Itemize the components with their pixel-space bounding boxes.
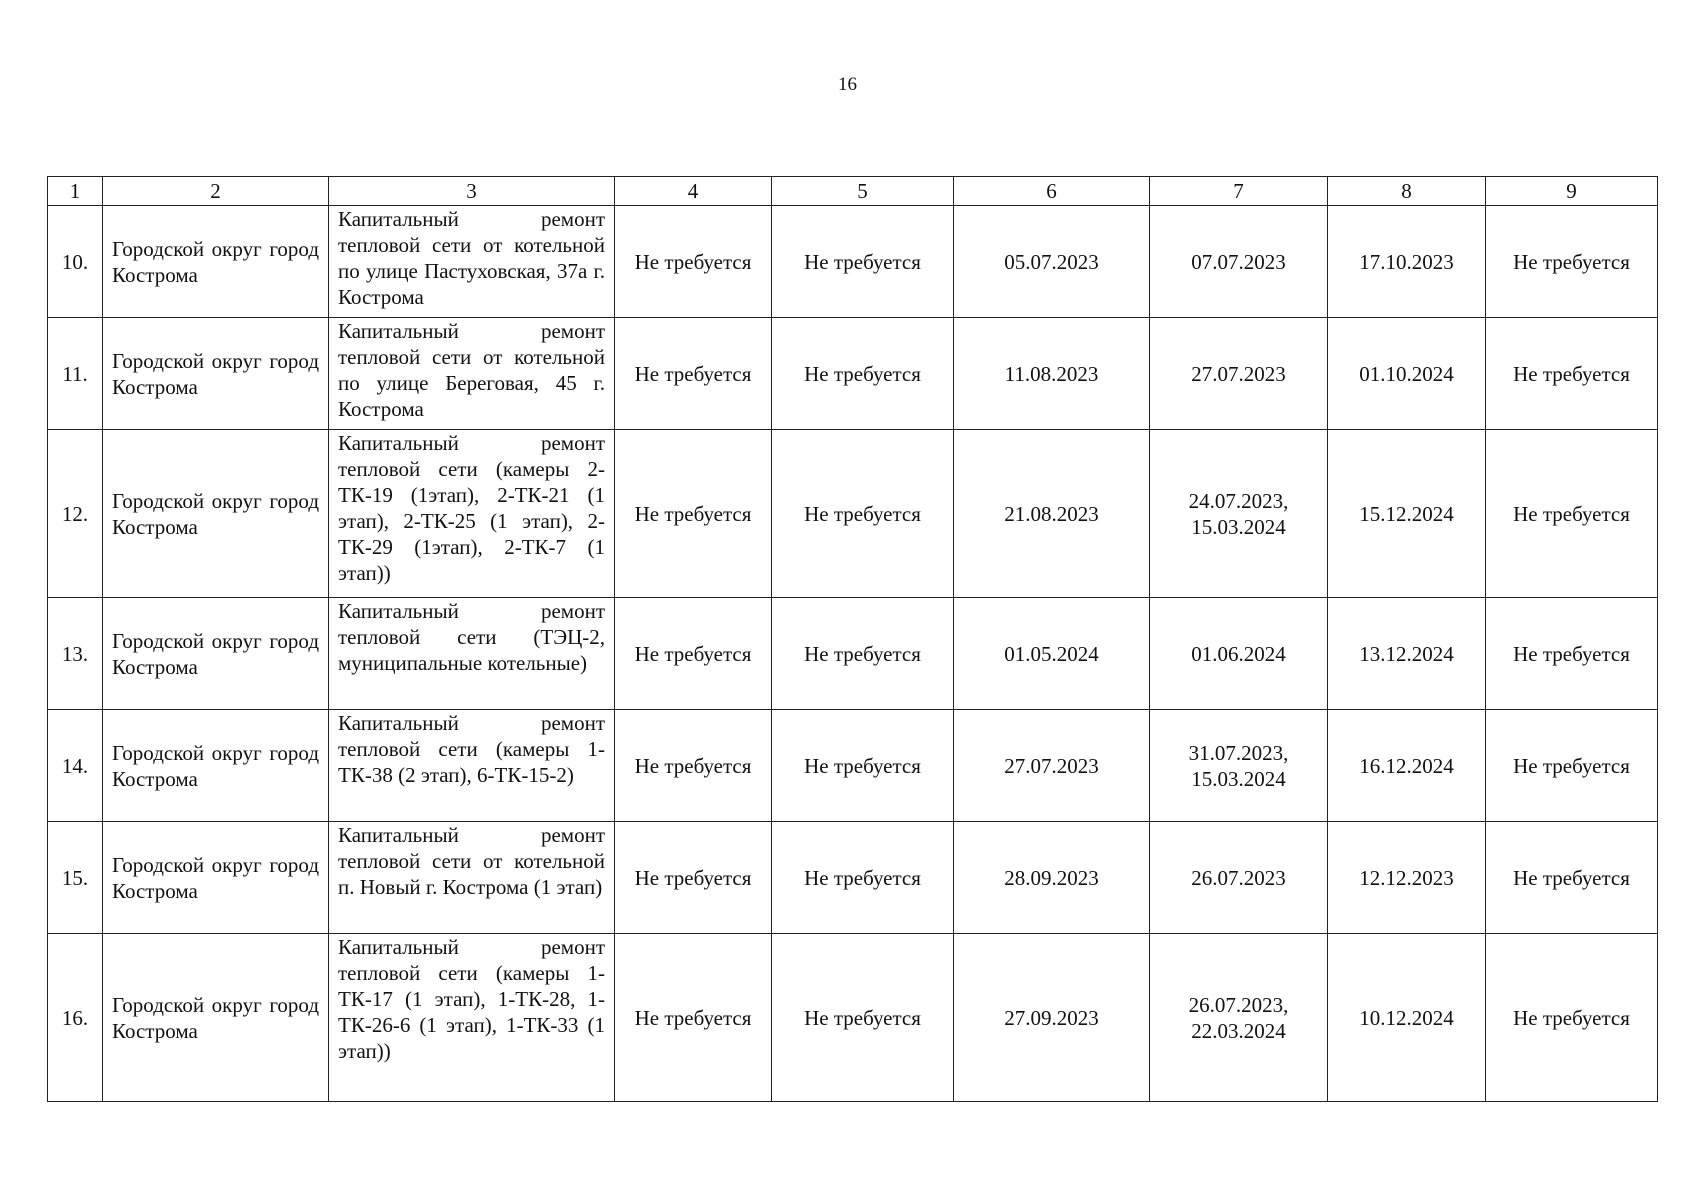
header-cell: 3: [329, 177, 615, 206]
col5-cell: Не требуется: [772, 822, 954, 934]
col9-cell: Не требуется: [1486, 318, 1658, 430]
col9-cell: Не требуется: [1486, 710, 1658, 822]
description-cell: Капитальный ремонт тепловой сети (камеры 1-ТК-17 (1 этап), 1-ТК-28, 1-ТК-26-6 (1 этап), 1-ТК-33 (1 этап)): [329, 934, 615, 1102]
region-cell: Городской округ город Кострома: [103, 934, 329, 1102]
col9-cell: Не требуется: [1486, 206, 1658, 318]
description-cell: Капитальный ремонт тепловой сети (камеры 2-ТК-19 (1этап), 2-ТК-21 (1 этап), 2-ТК-25 (1 этап), 2-ТК-29 (1этап), 2-ТК-7 (1 этап)): [329, 430, 615, 598]
col8-cell: 01.10.2024: [1328, 318, 1486, 430]
row-number: 12.: [48, 430, 103, 598]
col4-cell: Не требуется: [615, 598, 772, 710]
table-row: [48, 430, 1658, 598]
header-cell: 7: [1150, 177, 1328, 206]
description-cell: Капитальный ремонт тепловой сети (камеры 1-ТК-38 (2 этап), 6-ТК-15-2): [329, 710, 615, 822]
col7-cell: 26.07.2023, 22.03.2024: [1150, 934, 1328, 1102]
table-header-row: [48, 177, 1658, 206]
row-number: 13.: [48, 598, 103, 710]
region-cell: Городской округ город Кострома: [103, 822, 329, 934]
col8-cell: 16.12.2024: [1328, 710, 1486, 822]
header-cell: 8: [1328, 177, 1486, 206]
col4-cell: Не требуется: [615, 318, 772, 430]
col6-cell: 05.07.2023: [954, 206, 1150, 318]
row-number: 11.: [48, 318, 103, 430]
col6-cell: 27.09.2023: [954, 934, 1150, 1102]
col9-cell: Не требуется: [1486, 598, 1658, 710]
header-cell: 6: [954, 177, 1150, 206]
col7-cell: 24.07.2023, 15.03.2024: [1150, 430, 1328, 598]
works-table: [47, 176, 1658, 1102]
col8-cell: 17.10.2023: [1328, 206, 1486, 318]
col5-cell: Не требуется: [772, 430, 954, 598]
row-number: 14.: [48, 710, 103, 822]
col7-cell: 07.07.2023: [1150, 206, 1328, 318]
col5-cell: Не требуется: [772, 318, 954, 430]
region-cell: Городской округ город Кострома: [103, 598, 329, 710]
col8-cell: 13.12.2024: [1328, 598, 1486, 710]
col7-cell: 01.06.2024: [1150, 598, 1328, 710]
col4-cell: Не требуется: [615, 822, 772, 934]
description-cell: Капитальный ремонт тепловой сети (ТЭЦ-2, муниципальные котельные): [329, 598, 615, 710]
row-number: 10.: [48, 206, 103, 318]
col4-cell: Не требуется: [615, 206, 772, 318]
col9-cell: Не требуется: [1486, 934, 1658, 1102]
table-row: [48, 598, 1658, 710]
col6-cell: 01.05.2024: [954, 598, 1150, 710]
col9-cell: Не требуется: [1486, 430, 1658, 598]
col4-cell: Не требуется: [615, 430, 772, 598]
table-row: [48, 934, 1658, 1102]
col8-cell: 12.12.2023: [1328, 822, 1486, 934]
table-row: [48, 822, 1658, 934]
table-row: [48, 318, 1658, 430]
description-cell: Капитальный ремонт тепловой сети от котельной по улице Береговая, 45 г. Кострома: [329, 318, 615, 430]
col8-cell: 15.12.2024: [1328, 430, 1486, 598]
col8-cell: 10.12.2024: [1328, 934, 1486, 1102]
header-cell: 2: [103, 177, 329, 206]
header-cell: 1: [48, 177, 103, 206]
col9-cell: Не требуется: [1486, 822, 1658, 934]
col6-cell: 11.08.2023: [954, 318, 1150, 430]
col7-cell: 26.07.2023: [1150, 822, 1328, 934]
col6-cell: 27.07.2023: [954, 710, 1150, 822]
description-cell: Капитальный ремонт тепловой сети от котельной п. Новый г. Кострома (1 этап): [329, 822, 615, 934]
header-cell: 9: [1486, 177, 1658, 206]
row-number: 16.: [48, 934, 103, 1102]
row-number: 15.: [48, 822, 103, 934]
header-cell: 5: [772, 177, 954, 206]
col5-cell: Не требуется: [772, 710, 954, 822]
col6-cell: 28.09.2023: [954, 822, 1150, 934]
col5-cell: Не требуется: [772, 598, 954, 710]
col7-cell: 31.07.2023, 15.03.2024: [1150, 710, 1328, 822]
region-cell: Городской округ город Кострома: [103, 206, 329, 318]
page-number: 16: [838, 74, 857, 95]
table-row: [48, 710, 1658, 822]
col5-cell: Не требуется: [772, 206, 954, 318]
region-cell: Городской округ город Кострома: [103, 710, 329, 822]
col7-cell: 27.07.2023: [1150, 318, 1328, 430]
description-cell: Капитальный ремонт тепловой сети от котельной по улице Пастуховская, 37а г. Кострома: [329, 206, 615, 318]
col4-cell: Не требуется: [615, 934, 772, 1102]
region-cell: Городской округ город Кострома: [103, 318, 329, 430]
region-cell: Городской округ город Кострома: [103, 430, 329, 598]
col5-cell: Не требуется: [772, 934, 954, 1102]
col6-cell: 21.08.2023: [954, 430, 1150, 598]
header-cell: 4: [615, 177, 772, 206]
table-row: [48, 206, 1658, 318]
col4-cell: Не требуется: [615, 710, 772, 822]
